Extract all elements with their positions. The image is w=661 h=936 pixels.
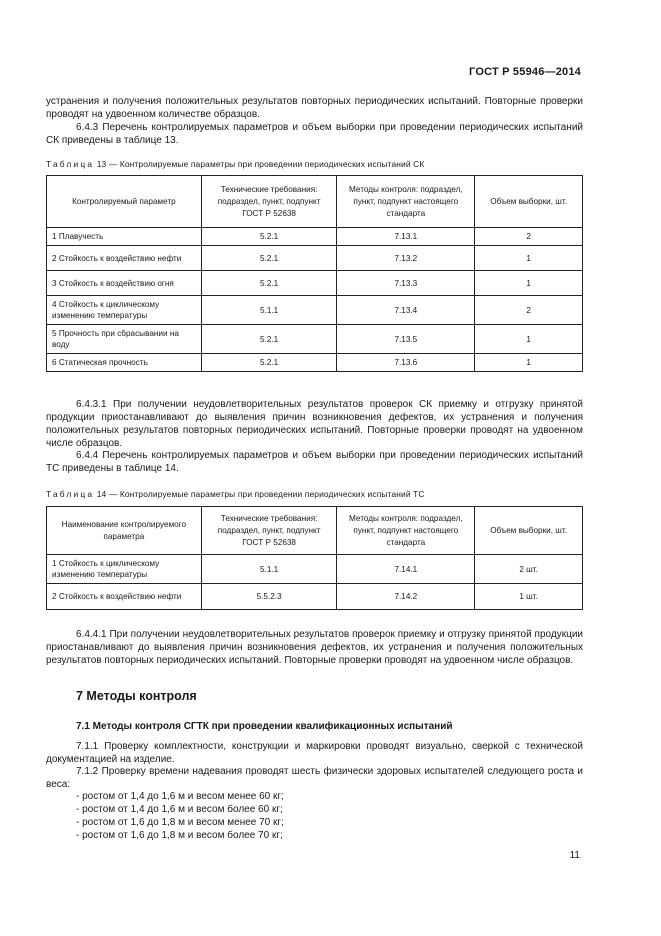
table-row: [47, 228, 583, 246]
table-cell: 1: [475, 354, 583, 372]
table-cell: 7.13.4: [337, 296, 475, 325]
table-cell: 5.2.1: [201, 228, 337, 246]
table-cell: 5 Прочность при сбрасывании на воду: [47, 325, 202, 354]
table-header-cell: Методы контроля: подраздел, пункт, подпункт настоящего стандарта: [337, 176, 475, 228]
table-row: [47, 271, 583, 296]
table-cell: 1 Плавучесть: [47, 228, 202, 246]
table-cell: 5.2.1: [201, 325, 337, 354]
table-header-cell: Объем выборки, шт.: [475, 507, 583, 555]
table-row: [47, 555, 583, 584]
paragraph-6-4-4: 6.4.4 Перечень контролируемых параметров и объем выборки при проведении периодических испытаний ТС приведены в таблице 14.: [46, 450, 583, 474]
table-cell: 7.13.2: [337, 246, 475, 271]
table-row: [47, 354, 583, 372]
table-cell: 2: [475, 296, 583, 325]
list-item: - ростом от 1,4 до 1,6 м и весом менее 60 кг;: [76, 791, 284, 802]
table-14: [46, 506, 583, 610]
table-cell: 7.13.3: [337, 271, 475, 296]
table-cell: 5.2.1: [201, 354, 337, 372]
table-row: [47, 325, 583, 354]
paragraph-7-1-1: 7.1.1 Проверку комплектности, конструкции и маркировки проводят визуально, сверкой с технической документацией на изделие.: [46, 741, 583, 765]
list-item: - ростом от 1,6 до 1,8 м и весом менее 70 кг;: [76, 817, 284, 828]
table-header-cell: Технические требования: подраздел, пункт, подпункт ГОСТ Р 52638: [201, 176, 337, 228]
table-cell: 2 Стойкость к воздействию нефти: [47, 584, 202, 610]
table-cell: 7.13.1: [337, 228, 475, 246]
subsection-heading-7-1: 7.1 Методы контроля СГТК при проведении квалификационных испытаний: [76, 721, 453, 732]
table-cell: 5.5.2.3: [201, 584, 337, 610]
table-cell: 1 Стойкость к циклическому изменению температуры: [47, 555, 202, 584]
table-row: [47, 584, 583, 610]
table-cell: 5.1.1: [201, 555, 337, 584]
paragraph-continuation: устранения и получения положительных результатов повторных периодических испытаний. Повторные проверки проводят на удвоенном количестве образцов.: [46, 96, 583, 120]
table-cell: 1: [475, 246, 583, 271]
table-cell: 3 Стойкость к воздействию огня: [47, 271, 202, 296]
table-cell: 7.14.2: [337, 584, 475, 610]
table-cell: 2 Стойкость к воздействию нефти: [47, 246, 202, 271]
table-cell: 5.1.1: [201, 296, 337, 325]
table-cell: 5.2.1: [201, 271, 337, 296]
paragraph-6-4-4-1: 6.4.4.1 При получении неудовлетворительных результатов проверок приемку и отгрузку принятой продукции приостанавливают до выявления причин возникновения дефектов, их устранения и получения положительных результатов повторных периодических испытаний. Повторные проверки проводят на удвоенном числе образцов.: [46, 629, 583, 666]
paragraph-6-4-3: 6.4.3 Перечень контролируемых параметров и объем выборки при проведении периодических испытаний СК приведены в таблице 13.: [46, 122, 583, 146]
table-cell: 1: [475, 325, 583, 354]
paragraph-7-1-2: 7.1.2 Проверку времени надевания проводят шесть физически здоровых испытателей следующего роста и веса:: [46, 766, 583, 790]
table-cell: 1: [475, 271, 583, 296]
table-cell: 6 Статическая прочность: [47, 354, 202, 372]
table-cell: 4 Стойкость к циклическому изменению температуры: [47, 296, 202, 325]
table-cell: 7.13.5: [337, 325, 475, 354]
table-cell: 7.14.1: [337, 555, 475, 584]
table-header-cell: Наименование контролируемого параметра: [47, 507, 202, 555]
table-row: [47, 246, 583, 271]
table-13-caption: [46, 159, 424, 169]
table-cell: 2: [475, 228, 583, 246]
caption-prefix: Таблица: [46, 489, 95, 499]
section-heading-7: 7 Методы контроля: [76, 689, 197, 703]
paragraph-6-4-3-1: 6.4.3.1 При получении неудовлетворительных результатов проверок СК приемку и отгрузку принятой продукции приостанавливают до выявления причин возникновения дефектов, их устранения и получения положительных результатов повторных периодических испытаний. Повторные проверки проводят на удвоенном числе образцов.: [46, 399, 583, 449]
table-13: [46, 175, 583, 372]
page-number: 11: [569, 850, 580, 861]
document-header: ГОСТ Р 55946—2014: [469, 66, 581, 78]
table-cell: 5.2.1: [201, 246, 337, 271]
table-14-caption: [46, 489, 425, 499]
caption-prefix: Таблица: [46, 159, 95, 169]
caption-text: 14 — Контролируемые параметры при проведении периодических испытаний ТС: [94, 489, 425, 499]
list-item: - ростом от 1,4 до 1,6 м и весом более 60 кг;: [76, 804, 283, 815]
table-cell: 1 шт.: [475, 584, 583, 610]
table-header-cell: Методы контроля: подраздел, пункт, подпункт настоящего стандарта: [337, 507, 475, 555]
table-cell: 7.13.6: [337, 354, 475, 372]
caption-text: 13 — Контролируемые параметры при проведении периодических испытаний СК: [94, 159, 425, 169]
table-header-cell: Технические требования: подраздел, пункт, подпункт ГОСТ Р 52638: [201, 507, 337, 555]
table-header-cell: Объем выборки, шт.: [475, 176, 583, 228]
table-header-cell: Контролируемый параметр: [47, 176, 202, 228]
table-row: [47, 296, 583, 325]
table-cell: 2 шт.: [475, 555, 583, 584]
list-item: - ростом от 1,6 до 1,8 м и весом более 70 кг;: [76, 830, 283, 841]
